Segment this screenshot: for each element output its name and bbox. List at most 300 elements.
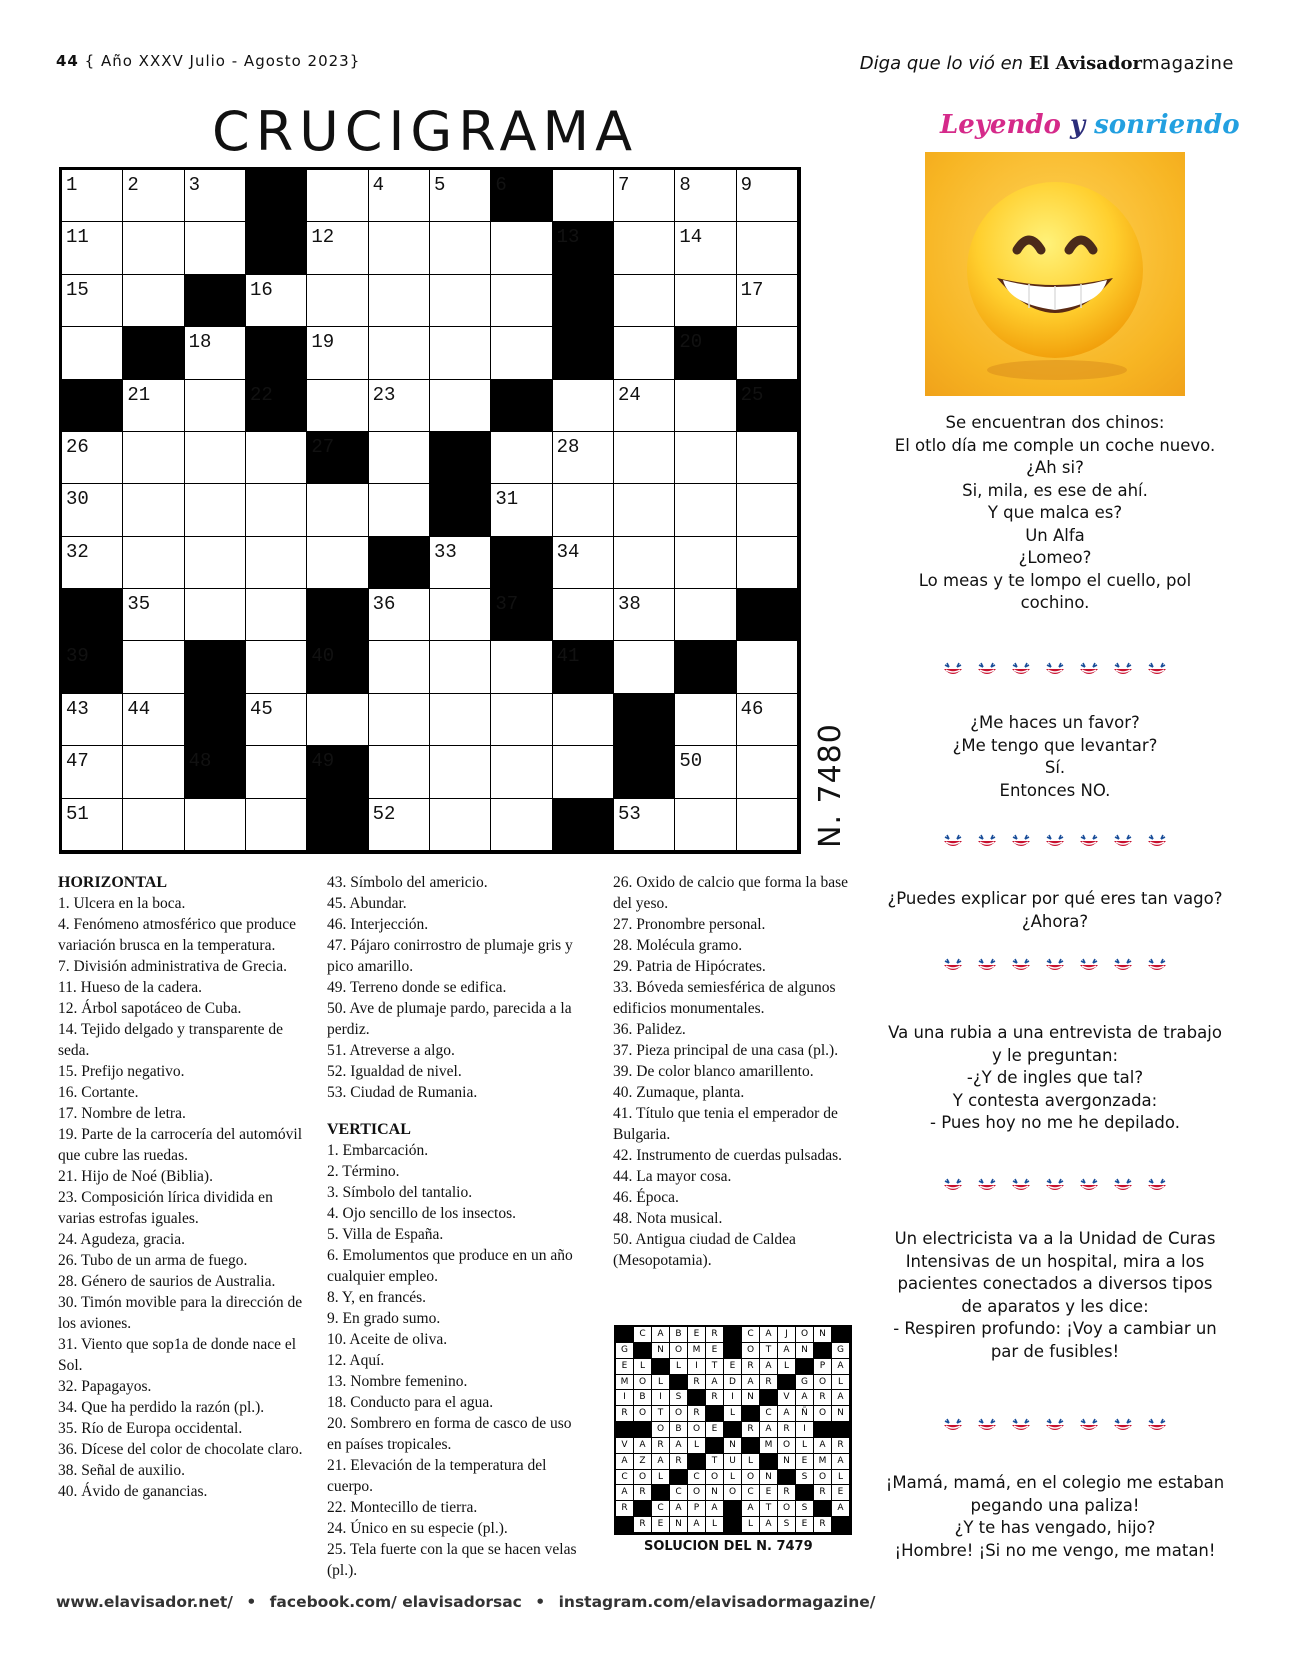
solution-cell: O [814,1375,832,1391]
grid-cell[interactable] [737,694,798,746]
grid-cell[interactable] [369,275,430,327]
black-cell [369,537,430,589]
grid-cell[interactable] [614,275,675,327]
clue-item: 33. Bóveda semiesférica de algunos edificios monumentales. [613,979,836,1017]
solution-cell: O [688,1485,706,1501]
grid-cell[interactable] [553,589,614,641]
grid-cell[interactable] [675,746,736,798]
grid-cell[interactable] [675,589,736,641]
website-link[interactable]: www.elavisador.net/ [56,1593,233,1611]
solution-black-cell [688,1390,706,1406]
grid-cell[interactable] [62,222,123,274]
solution-cell: N [706,1485,724,1501]
clue-number: 50 [679,750,703,773]
grid-cell[interactable] [614,380,675,432]
laughing-mouth-icon [1110,956,1136,974]
solution-black-cell [742,1406,760,1422]
laughing-mouth-icon [974,1416,1000,1434]
grid-cell[interactable] [246,746,307,798]
solution-cell: R [688,1375,706,1391]
solution-black-cell [724,1327,742,1343]
solution-cell: I [796,1422,814,1438]
grid-cell[interactable] [675,799,736,851]
solution-black-cell [814,1501,832,1517]
grid-cell[interactable] [614,641,675,693]
solution-cell: L [742,1517,760,1533]
grid-cell[interactable] [185,432,246,484]
solution-black-cell [796,1485,814,1501]
clue-number: 11 [66,226,89,249]
grid-cell[interactable] [185,327,246,379]
clue-item: 36. Dícese del color de chocolate claro. [58,1441,303,1458]
grid-cell[interactable] [553,170,614,222]
laughing-mouth-icon [1144,660,1170,678]
grid-cell[interactable] [369,641,430,693]
grid-cell[interactable] [185,484,246,536]
grid-cell[interactable] [553,537,614,589]
grid-cell[interactable] [675,484,736,536]
grid-cell[interactable] [123,746,184,798]
clue-item: 21. Hijo de Noé (Biblia). [58,1168,213,1185]
clue-number: 45 [250,697,273,720]
grid-cell[interactable] [62,694,123,746]
black-cell [307,641,368,693]
grid-cell[interactable] [246,694,307,746]
facebook-link[interactable]: facebook.com/ elavisadorsac [269,1593,522,1611]
laughing-separator [940,660,1170,680]
grid-cell[interactable] [307,380,368,432]
solution-cell: L [652,1375,670,1391]
solution-cell: O [670,1343,688,1359]
solution-cell: R [742,1359,760,1375]
solution-cell: C [688,1470,706,1486]
brand-logo: El Avisador [1028,53,1143,74]
grid-cell[interactable] [123,275,184,327]
clue-item: 50. Antigua ciudad de Caldea (Mesopotamia). [613,1231,796,1269]
grid-cell[interactable] [430,222,491,274]
clue-item: 13. Nombre femenino. [327,1373,468,1390]
grid-cell[interactable] [246,484,307,536]
grid-cell[interactable] [307,537,368,589]
grid-cell[interactable] [307,275,368,327]
solution-cell: O [634,1470,652,1486]
grid-cell[interactable] [430,537,491,589]
solution-cell: R [760,1375,778,1391]
grid-cell[interactable] [123,170,184,222]
grid-cell[interactable] [491,641,552,693]
grid-cell[interactable] [430,746,491,798]
grid-cell[interactable] [614,327,675,379]
grid-cell[interactable] [307,327,368,379]
grinning-emoji-image [925,152,1185,396]
grid-cell[interactable] [369,170,430,222]
solution-cell: R [814,1485,832,1501]
grid-cell[interactable] [123,222,184,274]
grid-cell[interactable] [491,275,552,327]
grid-cell[interactable] [675,275,736,327]
grid-cell[interactable] [307,170,368,222]
solution-black-cell [634,1422,652,1438]
solution-cell: A [778,1343,796,1359]
grid-cell[interactable] [737,275,798,327]
solution-cell: C [616,1470,634,1486]
grid-cell[interactable] [737,484,798,536]
solution-cell: O [634,1406,652,1422]
joke-line: Se encuentran dos chinos: [945,413,1165,432]
grid-cell[interactable] [123,537,184,589]
grid-cell[interactable] [553,694,614,746]
solution-cell: M [760,1438,778,1454]
grid-cell[interactable] [737,170,798,222]
solution-black-cell [706,1406,724,1422]
grid-cell[interactable] [185,799,246,851]
grid-cell[interactable] [369,694,430,746]
clue-number: 31 [495,488,519,511]
solution-cell: N [796,1343,814,1359]
clue-number: 18 [188,331,212,354]
grid-cell[interactable] [62,170,123,222]
laughing-mouth-icon [974,956,1000,974]
grid-cell[interactable] [123,641,184,693]
vertical-clue-list [327,1140,582,1581]
clue-item: 39. De color blanco amarillento. [613,1063,814,1080]
clue-number: 49 [311,750,335,773]
solution-cell: A [832,1454,850,1470]
laughing-separator [940,1176,1170,1196]
grid-cell[interactable] [62,746,123,798]
solution-cell: R [778,1485,796,1501]
joke-line: -¿Y de ingles que tal? [966,1068,1144,1087]
clue-item: 30. Timón movible para la dirección de los aviones. [58,1294,303,1332]
grid-cell[interactable] [430,275,491,327]
grid-cell[interactable] [123,484,184,536]
laughing-mouth-icon [1076,956,1102,974]
solution-cell: A [742,1501,760,1517]
grid-cell[interactable] [491,222,552,274]
clue-item: 34. Que ha perdido la razón (pl.). [58,1399,265,1416]
clue-item: 49. Terreno donde se edifica. [327,979,507,996]
solution-cell: P [688,1501,706,1517]
black-cell [614,694,675,746]
laughing-mouth-icon [1076,1176,1102,1194]
solution-cell: O [670,1406,688,1422]
clue-item: 1. Embarcación. [327,1142,429,1159]
joke-line: Entonces NO. [999,780,1111,800]
solution-cell: A [796,1390,814,1406]
solution-cell: A [616,1454,634,1470]
grid-cell[interactable] [369,799,430,851]
solution-black-cell [616,1517,634,1533]
grid-cell[interactable] [675,694,736,746]
solution-cell: A [760,1517,778,1533]
clue-number: 9 [740,174,753,196]
clue-item: 4. Fenómeno atmosférico que produce variación brusca en la temperatura. [58,916,297,954]
grid-cell[interactable] [369,484,430,536]
grid-cell[interactable] [553,432,614,484]
solution-black-cell [634,1501,652,1517]
grid-cell[interactable] [430,694,491,746]
joke-line: ¡Hombre! ¡Si no me vengo, me matan! [894,1540,1216,1560]
clue-item: 8. Y, en francés. [327,1289,426,1306]
clue-item: 17. Nombre de letra. [58,1105,186,1122]
laughing-mouth-icon [1042,1416,1068,1434]
grid-cell[interactable] [62,537,123,589]
joke-line: ¿Puedes explicar por qué eres tan vago? ¿Ahora? [887,889,1223,931]
grid-cell[interactable] [614,799,675,851]
grid-cell[interactable] [369,589,430,641]
black-cell [553,275,614,327]
clue-number: 16 [250,278,273,301]
laughing-mouth-icon [1110,660,1136,678]
clue-item: 3. Símbolo del tantalio. [327,1184,473,1201]
joke-line: ¿Me tengo que levantar? [952,735,1158,755]
solution-cell: L [724,1406,742,1422]
grid-cell[interactable] [62,799,123,851]
grid-cell[interactable] [307,222,368,274]
grid-cell[interactable] [185,222,246,274]
laughing-mouth-icon [940,660,966,678]
black-cell [614,746,675,798]
clue-item: 23. Composición lírica dividida en varias estrofas iguales. [58,1189,273,1227]
solution-cell: O [742,1470,760,1486]
page-number: 44 [56,52,79,70]
grid-cell[interactable] [430,327,491,379]
grid-cell[interactable] [430,170,491,222]
grid-cell[interactable] [675,170,736,222]
black-cell [491,589,552,641]
grid-cell[interactable] [737,327,798,379]
solution-cell: E [796,1517,814,1533]
grid-cell[interactable] [614,537,675,589]
grid-cell[interactable] [185,170,246,222]
grid-cell[interactable] [553,380,614,432]
laughing-mouth-icon [1042,660,1068,678]
solution-cell: V [616,1438,634,1454]
solution-cell: L [652,1470,670,1486]
solution-black-cell [742,1438,760,1454]
black-cell [553,799,614,851]
clue-number: 5 [434,174,446,196]
solution-cell: N [724,1438,742,1454]
solution-cell: E [724,1359,742,1375]
clue-number: 40 [311,645,335,668]
grid-cell[interactable] [246,799,307,851]
grid-cell[interactable] [369,222,430,274]
clue-item: 47. Pájaro conirrostro de plumaje gris y pico amarillo. [327,937,573,975]
grid-cell[interactable] [675,537,736,589]
grid-cell[interactable] [369,327,430,379]
grid-cell[interactable] [430,380,491,432]
solution-cell: B [670,1327,688,1343]
grid-cell[interactable] [123,799,184,851]
joke-line: Un Alfa [1025,525,1085,545]
grid-cell[interactable] [246,537,307,589]
grid-cell[interactable] [614,484,675,536]
issue-date: Año XXXV Julio - Agosto 2023 [100,52,350,70]
solution-cell: U [724,1454,742,1470]
joke-line: El otlo día me comple un coche nuevo. [894,435,1216,455]
grid-cell[interactable] [491,694,552,746]
grid-cell[interactable] [185,537,246,589]
grid-cell[interactable] [491,327,552,379]
clue-item: 20. Sombrero en forma de casco de uso en países tropicales. [327,1415,572,1453]
clue-number: 39 [66,645,89,668]
grid-cell[interactable] [62,484,123,536]
grid-cell[interactable] [62,327,123,379]
grid-cell[interactable] [123,380,184,432]
solution-black-cell [616,1327,634,1343]
solution-black-cell [670,1375,688,1391]
laughing-mouth-icon [1110,1416,1136,1434]
solution-cell: R [688,1406,706,1422]
clue-number: 8 [679,174,691,196]
clue-item: 28. Molécula gramo. [613,937,743,954]
laughing-mouth-icon [974,660,1000,678]
grid-cell[interactable] [553,484,614,536]
joke-line: ¿Y te has vengado, hijo? [954,1518,1156,1537]
grid-cell[interactable] [246,275,307,327]
laughing-mouth-icon [1144,1176,1170,1194]
grid-cell[interactable] [675,222,736,274]
solution-cell: L [796,1438,814,1454]
solution-cell: I [652,1390,670,1406]
grid-cell[interactable] [369,432,430,484]
grinning-face-icon [925,152,1185,396]
clue-number: 17 [740,278,764,301]
clue-item: 28. Género de saurios de Australia. [58,1273,276,1290]
grid-cell[interactable] [614,589,675,641]
clue-item: 31. Viento que sop1a de donde nace el Sol. [58,1336,297,1374]
clue-item: 46. Época. [613,1189,679,1206]
grid-cell[interactable] [62,275,123,327]
grid-cell[interactable] [430,589,491,641]
clue-number: 38 [618,593,641,616]
solution-cell: O [652,1422,670,1438]
grid-cell[interactable] [123,432,184,484]
clues-column-3 [613,872,853,1271]
grid-cell[interactable] [246,641,307,693]
black-cell [553,327,614,379]
grid-cell[interactable] [737,537,798,589]
grid-cell[interactable] [246,432,307,484]
solution-cell: A [670,1438,688,1454]
joke-line: - Pues hoy no me he depilado. [930,1113,1180,1132]
solution-cell: O [634,1375,652,1391]
grid-cell[interactable] [430,799,491,851]
clue-number: 4 [372,174,385,196]
black-cell [246,170,307,222]
solution-cell: A [688,1517,706,1533]
black-cell [307,746,368,798]
grid-cell[interactable] [614,222,675,274]
solution-cell: A [742,1375,760,1391]
grid-cell[interactable] [62,432,123,484]
solution-cell: A [832,1359,850,1375]
laughing-mouth-icon [940,832,966,850]
grid-cell[interactable] [614,170,675,222]
clue-number: 51 [66,802,89,825]
grid-cell[interactable] [614,432,675,484]
grid-cell[interactable] [369,746,430,798]
grid-cell[interactable] [430,641,491,693]
clue-number: 28 [556,435,580,458]
grid-cell[interactable] [185,380,246,432]
grid-cell[interactable] [737,746,798,798]
solution-cell: R [814,1517,832,1533]
joke-line: ¿Ah si? [1026,458,1084,477]
grid-cell[interactable] [123,694,184,746]
joke-line: Va una rubia a una entrevista de trabajo y le preguntan: [888,1023,1222,1065]
clue-number: 43 [66,697,89,720]
solution-cell: R [706,1327,724,1343]
grid-cell[interactable] [123,589,184,641]
grid-cell[interactable] [369,380,430,432]
instagram-link[interactable]: instagram.com/elavisadormagazine/ [558,1593,876,1611]
grid-cell[interactable] [737,799,798,851]
vertical-heading: VERTICAL [327,1121,411,1138]
clue-number: 37 [495,593,519,616]
solution-cell: A [832,1501,850,1517]
grid-cell[interactable] [185,589,246,641]
grid-cell[interactable] [491,746,552,798]
solution-cell: B [670,1422,688,1438]
solution-cell: M [616,1375,634,1391]
solution-black-cell [814,1422,832,1438]
joke-line: ¿Me haces un favor? [970,713,1140,732]
solution-cell: C [742,1485,760,1501]
solution-cell: A [652,1327,670,1343]
horizontal-clue-list-cont [327,872,582,1103]
solution-cell: O [778,1438,796,1454]
grid-cell[interactable] [553,746,614,798]
grid-cell[interactable] [246,589,307,641]
clue-number: 41 [556,645,580,668]
joke [885,1472,1225,1562]
grid-cell[interactable] [737,222,798,274]
black-cell [123,327,184,379]
grid-cell[interactable] [675,432,736,484]
solution-cell: T [706,1454,724,1470]
grid-cell[interactable] [491,432,552,484]
grid-cell[interactable] [737,432,798,484]
solution-cell: C [742,1327,760,1343]
solution-cell: E [688,1327,706,1343]
solution-cell: T [760,1343,778,1359]
black-cell [491,380,552,432]
grid-cell[interactable] [491,799,552,851]
clues-column-2 [327,872,582,1581]
grid-cell[interactable] [675,380,736,432]
clue-number: 19 [311,331,335,354]
black-cell [430,484,491,536]
clue-number: 23 [372,383,396,406]
grid-cell[interactable] [491,484,552,536]
black-cell [307,589,368,641]
solution-cell: L [832,1470,850,1486]
clue-number: 6 [495,174,507,196]
grid-cell[interactable] [737,641,798,693]
joke-line: Sí. [1044,758,1066,777]
solution-cell: C [760,1406,778,1422]
grid-cell[interactable] [307,484,368,536]
grid-cell[interactable] [307,694,368,746]
solution-cell: G [616,1343,634,1359]
clue-number: 52 [372,802,396,825]
puzzle-number: N. 7480 [813,723,848,848]
clue-number: 27 [311,435,335,458]
clue-number: 34 [556,540,580,563]
laughing-mouth-icon [1042,1176,1068,1194]
